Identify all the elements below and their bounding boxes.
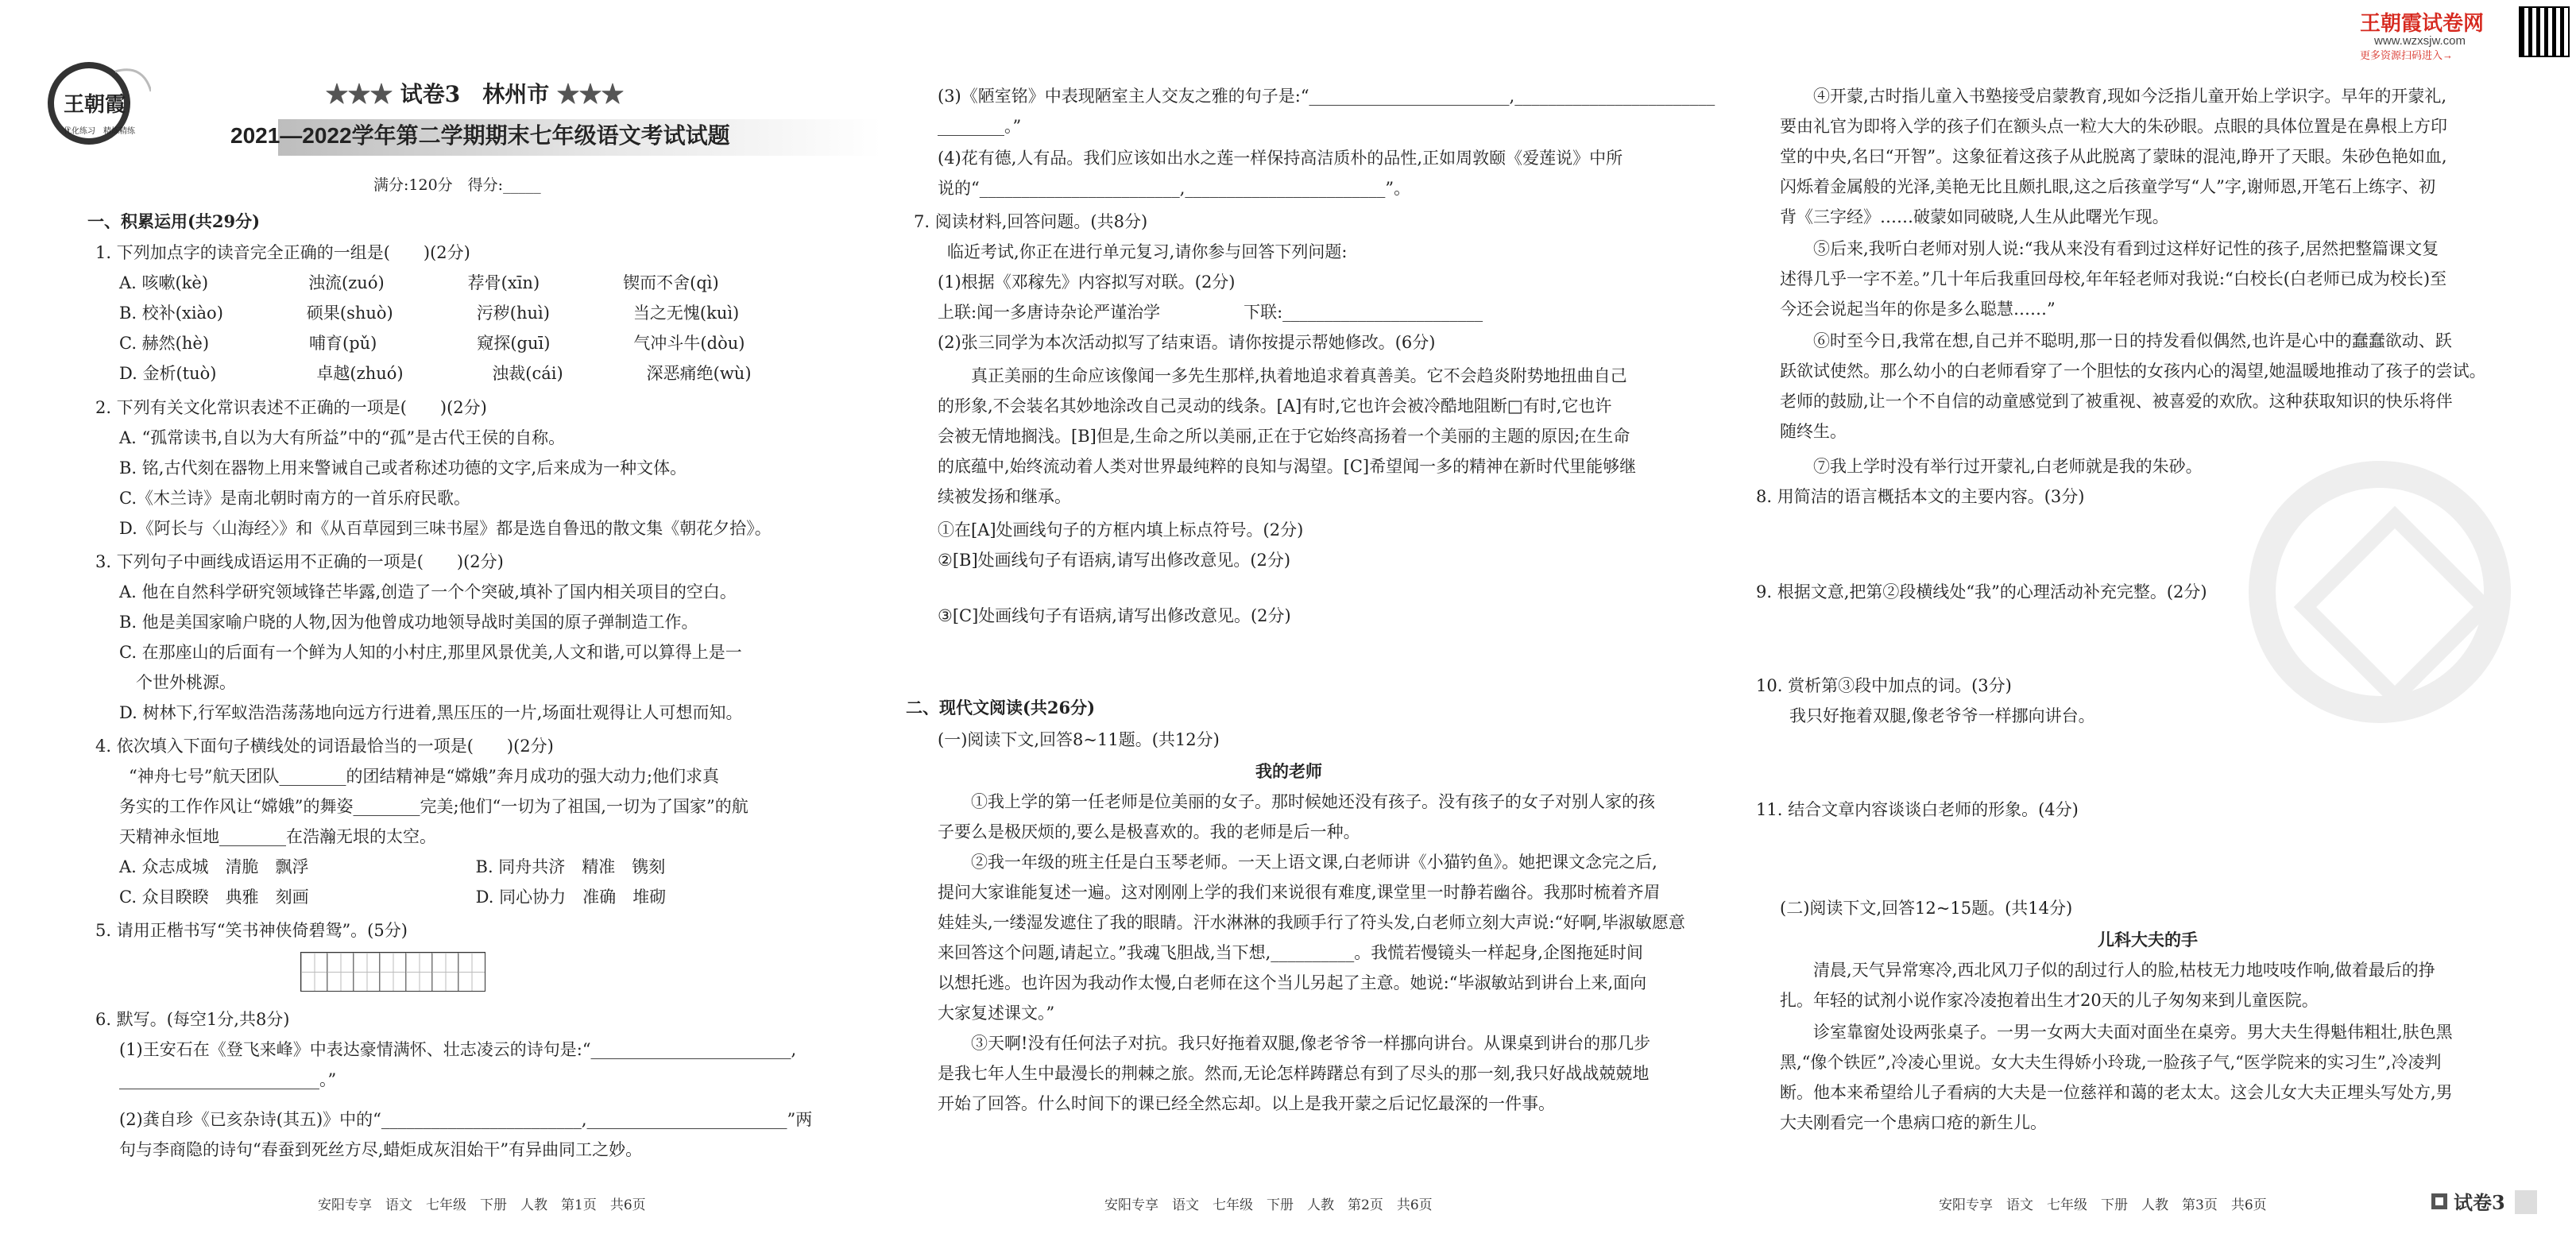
option-line: B. 校补(xiào) 硕果(shuò) 污秽(huì) 当之无愧(kuì) — [119, 304, 740, 323]
section-heading: 二、现代文阅读(共26分) — [906, 698, 1096, 717]
answer-line[interactable]: ________。” — [938, 117, 1022, 136]
passage-line: 临近考试,你正在进行单元复习,请你参与回答下列问题: — [914, 242, 1348, 261]
article-title: 儿科大夫的手 — [2098, 930, 2198, 950]
passage-line: 大夫刚看完一个患病口疮的新生儿。 — [1780, 1113, 2047, 1132]
answer-line[interactable]: ________________________。” — [119, 1070, 337, 1089]
option-line: A. 他在自然科学研究领域锋芒毕露,创造了一个个突破,填补了国内相关项目的空白。 — [119, 582, 737, 601]
passage-line: 提问大家谁能复述一遍。这对刚刚上学的我们来说很有难度,课堂里一时静若幽谷。我那时梳着齐眉 — [938, 883, 1661, 902]
passage-line: 来回答这个问题,请起立。”我魂飞胆战,当下想,__________。我慌若慢镜头一样起身,企图拖延时间 — [938, 943, 1643, 962]
passage-line: ⑤后来,我听白老师对别人说:“我从来没有看到过这样好记性的孩子,居然把整篇课文复 — [1780, 239, 2439, 258]
passage-line: ⑦我上学时没有举行过开蒙礼,白老师就是我的朱砂。 — [1780, 457, 2203, 476]
question-text: (一)阅读下文,回答8~11题。(共12分) — [938, 730, 1220, 749]
passage-line: ⑥时至今日,我常在想,自己并不聪明,那一日的持发看似偶然,也许是心中的蠢蠢欲动、跃 — [1780, 331, 2452, 350]
passage-line: 娃娃头,一缕湿发遮住了我的眼睛。汗水淋淋的我顾手行了符头发,白老师立刻大声说:“好啊,毕淑敏愿意 — [938, 913, 1685, 932]
option-line: B. 铭,古代刻在器物上用来警诫自己或者称述功德的文字,后来成为一种文体。 — [119, 458, 687, 478]
city-name: 林州市 — [482, 81, 550, 107]
passage-line: 黑,“像个铁匠”,冷凌心里说。女大夫生得娇小玲珑,一脸孩子气,“医学院来的实习生”,冷凌判 — [1780, 1053, 2442, 1072]
option-line: A. 咳嗽(kè) 浊流(zuó) 荐骨(xīn) 锲而不舍(qì) — [119, 273, 719, 292]
page-tag-badge — [2431, 1189, 2539, 1216]
question-text: 8. 用简洁的语言概括本文的主要内容。(3分) — [1756, 487, 2085, 506]
option-line: C. 赫然(hè) 哺育(pǔ) 窥探(guī) 气冲斗牛(dòu) — [119, 334, 745, 353]
brand-slogan: 更多资源扫码进入→ — [2360, 49, 2454, 61]
passage-line: “神舟七号”航天团队________的团结精神是“嫦娥”奔月成功的强大动力;他们求真 — [95, 767, 720, 786]
passage-line: 大家复述课文。” — [938, 1004, 1055, 1023]
question-text: 4. 依次填入下面句子横线处的词语最恰当的一项是( )(2分) — [95, 737, 554, 756]
option-line: D. 树林下,行军蚁浩浩荡荡地向远方行进着,黑压压的一片,场面壮观得让人可想而知。 — [119, 703, 743, 722]
passage-line: 开始了回答。什么时间下的课已经全然忘却。以上是我开蒙之后记忆最深的一件事。 — [938, 1094, 1555, 1113]
question-text: (1)王安石在《登飞来峰》中表达豪情满怀、壮志凌云的诗句是:“________________________, — [119, 1040, 797, 1059]
passage-line: 是我七年人生中最漫长的荆棘之旅。然而,无论怎样踌躇总有到了尽头的那一刻,我只好战战兢兢地 — [938, 1064, 1650, 1083]
passage-line: 清晨,天气异常寒冷,西北风刀子似的刮过行人的脸,枯枝无力地吱吱作响,做着最后的挣 — [1780, 961, 2435, 980]
question-text: (2)张三同学为本次活动拟写了结束语。请你按提示帮她修改。(6分) — [938, 333, 1436, 352]
passage-line: 的形象,不会装名其妙地涂改自己灵动的线条。[A]有时,它也许会被冷酷地阻断□有时,它也许 — [938, 396, 1612, 416]
paper-tag-row: ★★★ 试卷3 林州市 ★★★ — [326, 81, 625, 107]
passage-line: ④开蒙,古时指儿童入书塾接受启蒙教育,现如今泛指儿童开始上学识字。早年的开蒙礼, — [1780, 87, 2447, 106]
option-line: C.《木兰诗》是南北朝时南方的一首乐府民歌。 — [119, 489, 470, 508]
answer-line[interactable]: 说的“________________________,________________________”。 — [938, 179, 1411, 198]
page-footer: 安阳专享 语文 七年级 下册 人教 第1页 共6页 — [318, 1197, 646, 1213]
question-text: ①在[A]处画线句子的方框内填上标点符号。(2分) — [938, 520, 1304, 540]
passage-line: 跃欲试使然。那么幼小的白老师看穿了一个胆怯的女孩内心的渴望,她温暖地推动了孩子的尝试。 — [1780, 362, 2486, 381]
passage-line: ③天啊!没有任何法子对抗。我只好拖着双腿,像老爷爷一样挪向讲台。从课桌到讲台的那几步 — [938, 1034, 1651, 1053]
question-text: 10. 赏析第③段中加点的词。(3分) — [1756, 676, 2012, 695]
writing-grid[interactable] — [300, 952, 485, 992]
option-line: D.《阿长与〈山海经〉》和《从百草园到三味书屋》都是选自鲁迅的散文集《朝花夕拾》。 — [119, 519, 772, 538]
passage-line: 以想托逃。也许因为我动作太慢,白老师在这个当儿另起了主意。她说:“毕淑敏站到讲台上来,面向 — [938, 973, 1647, 992]
option-line: C. 在那座山的后面有一个鲜为人知的小村庄,那里风景优美,人文和谐,可以算得上是一 — [119, 643, 742, 662]
passage-line: 背《三字经》……破蒙如同破晓,人生从此曙光乍现。 — [1780, 207, 2169, 226]
question-text: 5. 请用正楷书写“笑书神侠倚碧鸳”。(5分) — [95, 921, 408, 940]
question-text: 6. 默写。(每空1分,共8分) — [95, 1010, 290, 1029]
question-text: 2. 下列有关文化常识表述不正确的一项是( )(2分) — [95, 398, 487, 417]
option-line: C. 众目睽睽 典雅 刻画 D. 同心协力 准确 堆砌 — [119, 888, 667, 907]
passage-line: 诊室靠窗处设两张桌子。一男一女两大夫面对面坐在桌旁。男大夫生得魁伟粗壮,肤色黑 — [1780, 1023, 2453, 1042]
answer-line[interactable]: 上联:闻一多唐诗杂论严谨治学 下联:________________________ — [938, 303, 1483, 322]
paper-tag: 试卷3 — [400, 81, 461, 107]
question-text: ②[B]处画线句子有语病,请写出修改意见。(2分) — [938, 551, 1291, 570]
logo-text: 王朝霞 — [64, 93, 126, 117]
passage-line: 务实的工作作风让“嫦娥”的舞姿________完美;他们“一切为了祖国,一切为了国家”的航 — [119, 797, 748, 816]
question-text: (1)根据《邓稼先》内容拟写对联。(2分) — [938, 273, 1236, 292]
question-text: (3)《陋室铭》中表现陋室主人交友之雅的句子是:“________________________,________________________ — [938, 87, 1715, 106]
passage-line: 随终生。 — [1780, 422, 1847, 441]
question-text: 7. 阅读材料,回答问题。(共8分) — [914, 212, 1148, 231]
option-line: D. 金析(tuò) 卓越(zhuó) 浊裁(cái) 深恶痛绝(wù) — [119, 364, 752, 383]
option-line: A. “孤常读书,自以为大有所益”中的“孤”是古代王侯的自称。 — [119, 428, 566, 447]
passage-line: 真正美丽的生命应该像闻一多先生那样,执着地追求着真善美。它不会趋炎附势地扭曲自己 — [938, 366, 1627, 385]
brand-url: www.wzxsjw.com — [2374, 34, 2466, 48]
question-text: 句与李商隐的诗句“春蚕到死丝方尽,蜡炬成灰泪始干”有异曲同工之妙。 — [119, 1140, 643, 1159]
page-3 — [1748, 0, 2543, 1257]
question-text: 3. 下列句子中画线成语运用不正确的一项是( )(2分) — [95, 552, 504, 571]
question-text: ③[C]处画线句子有语病,请写出修改意见。(2分) — [938, 606, 1291, 625]
passage-line: ①我上学的第一任老师是位美丽的女子。那时候她还没有孩子。没有孩子的女子对别人家的孩 — [938, 792, 1655, 811]
question-text: 11. 结合文章内容谈谈白老师的形象。(4分) — [1756, 800, 2079, 819]
question-text: 1. 下列加点字的读音完全正确的一组是( )(2分) — [95, 243, 470, 262]
publisher-logo-icon — [40, 48, 151, 159]
question-text: 9. 根据文意,把第②段横线处“我”的心理活动补充完整。(2分) — [1756, 582, 2207, 601]
article-title: 我的老师 — [1255, 761, 1322, 781]
page-1 — [64, 0, 882, 1257]
passage-line: ②我一年级的班主任是白玉琴老师。一天上语文课,白老师讲《小猫钓鱼》。她把课文念完之后, — [938, 853, 1657, 872]
passage-line: 今还会说起当年的你是多么聪慧……” — [1780, 300, 2056, 319]
option-line: A. 众志成城 清脆 飘浮 B. 同舟共济 精准 镌刻 — [119, 857, 666, 876]
passage-line: 堂的中央,名曰“开智”。这象征着这孩子从此脱离了蒙昧的混沌,睁开了天眼。朱砂色艳如血, — [1780, 147, 2447, 166]
passage-line: 扎。年轻的试剂小说作家冷凌抱着出生才20天的儿子匆匆来到儿童医院。 — [1780, 991, 2319, 1010]
passage-line: 的底蕴中,始终流动着人类对世界最纯粹的良知与渴望。[C]希望闻一多的精神在新时代里能够继 — [938, 457, 1637, 476]
option-line: B. 他是美国家喻户晓的人物,因为他曾成功地领导战时美国的原子弹制造工作。 — [119, 613, 698, 632]
section-heading: 一、积累运用(共29分) — [87, 211, 261, 231]
page-tag-text: 试卷3 — [2454, 1191, 2505, 1214]
passage-line: 闪烁着金属般的光泽,美艳无比且颇扎眼,这之后孩童学写“人”字,谢师恩,开笔石上练字、初 — [1780, 177, 2436, 196]
logo-motto: 优化练习 精炼精练 — [64, 127, 135, 136]
passage-line: 会被无情地搁浅。[B]但是,生命之所以美丽,正在于它始终高扬着一个美丽的主题的原因;在生命 — [938, 427, 1630, 446]
passage-line: 老师的鼓励,让一个不自信的动童感觉到了被重视、被喜爱的欢欣。这种获取知识的快乐将伴 — [1780, 392, 2453, 411]
option-line: 个世外桃源。 — [119, 673, 236, 692]
passage-line: 断。他本来希望给儿子看病的大夫是一位慈祥和蔼的老太太。这会儿女大夫正埋头写处方,男 — [1780, 1083, 2453, 1102]
page-2 — [906, 0, 1724, 1257]
question-text: (2)龚自珍《已亥杂诗(其五)》中的“________________________,________________________”两 — [119, 1110, 813, 1129]
brand-name: 王朝霞试卷网 — [2360, 11, 2485, 35]
passage-line: 要由礼官为即将入学的孩子们在额头点一粒大大的朱砂眼。点眼的具体位置是在鼻根上方印 — [1780, 117, 2447, 136]
passage-line: 我只好拖着双腿,像老爷爷一样挪向讲台。 — [1756, 706, 2095, 725]
page-footer: 安阳专享 语文 七年级 下册 人教 第3页 共6页 — [1939, 1197, 2267, 1213]
score-line: 满分:120分 得分:_____ — [373, 176, 541, 194]
page-footer: 安阳专享 语文 七年级 下册 人教 第2页 共6页 — [1104, 1197, 1433, 1213]
passage-line: 子要么是极厌烦的,要么是极喜欢的。我的老师是后一种。 — [938, 822, 1360, 841]
question-text: (4)花有德,人有品。我们应该如出水之莲一样保持高洁质朴的品性,正如周敦颐《爱莲说》中所 — [938, 149, 1623, 168]
passage-line: 续被发扬和继承。 — [938, 487, 1071, 506]
passage-line: 述得几乎一字不差。”几十年后我重回母校,年年轻老师对我说:“白校长(白老师已成为校长)至 — [1780, 269, 2447, 288]
passage-line: 天精神永恒地________在浩瀚无垠的太空。 — [119, 827, 436, 846]
page-title: 2021—2022学年第二学期期末七年级语文考试试题 — [230, 123, 730, 148]
question-text: (二)阅读下文,回答12~15题。(共14分) — [1780, 899, 2073, 918]
